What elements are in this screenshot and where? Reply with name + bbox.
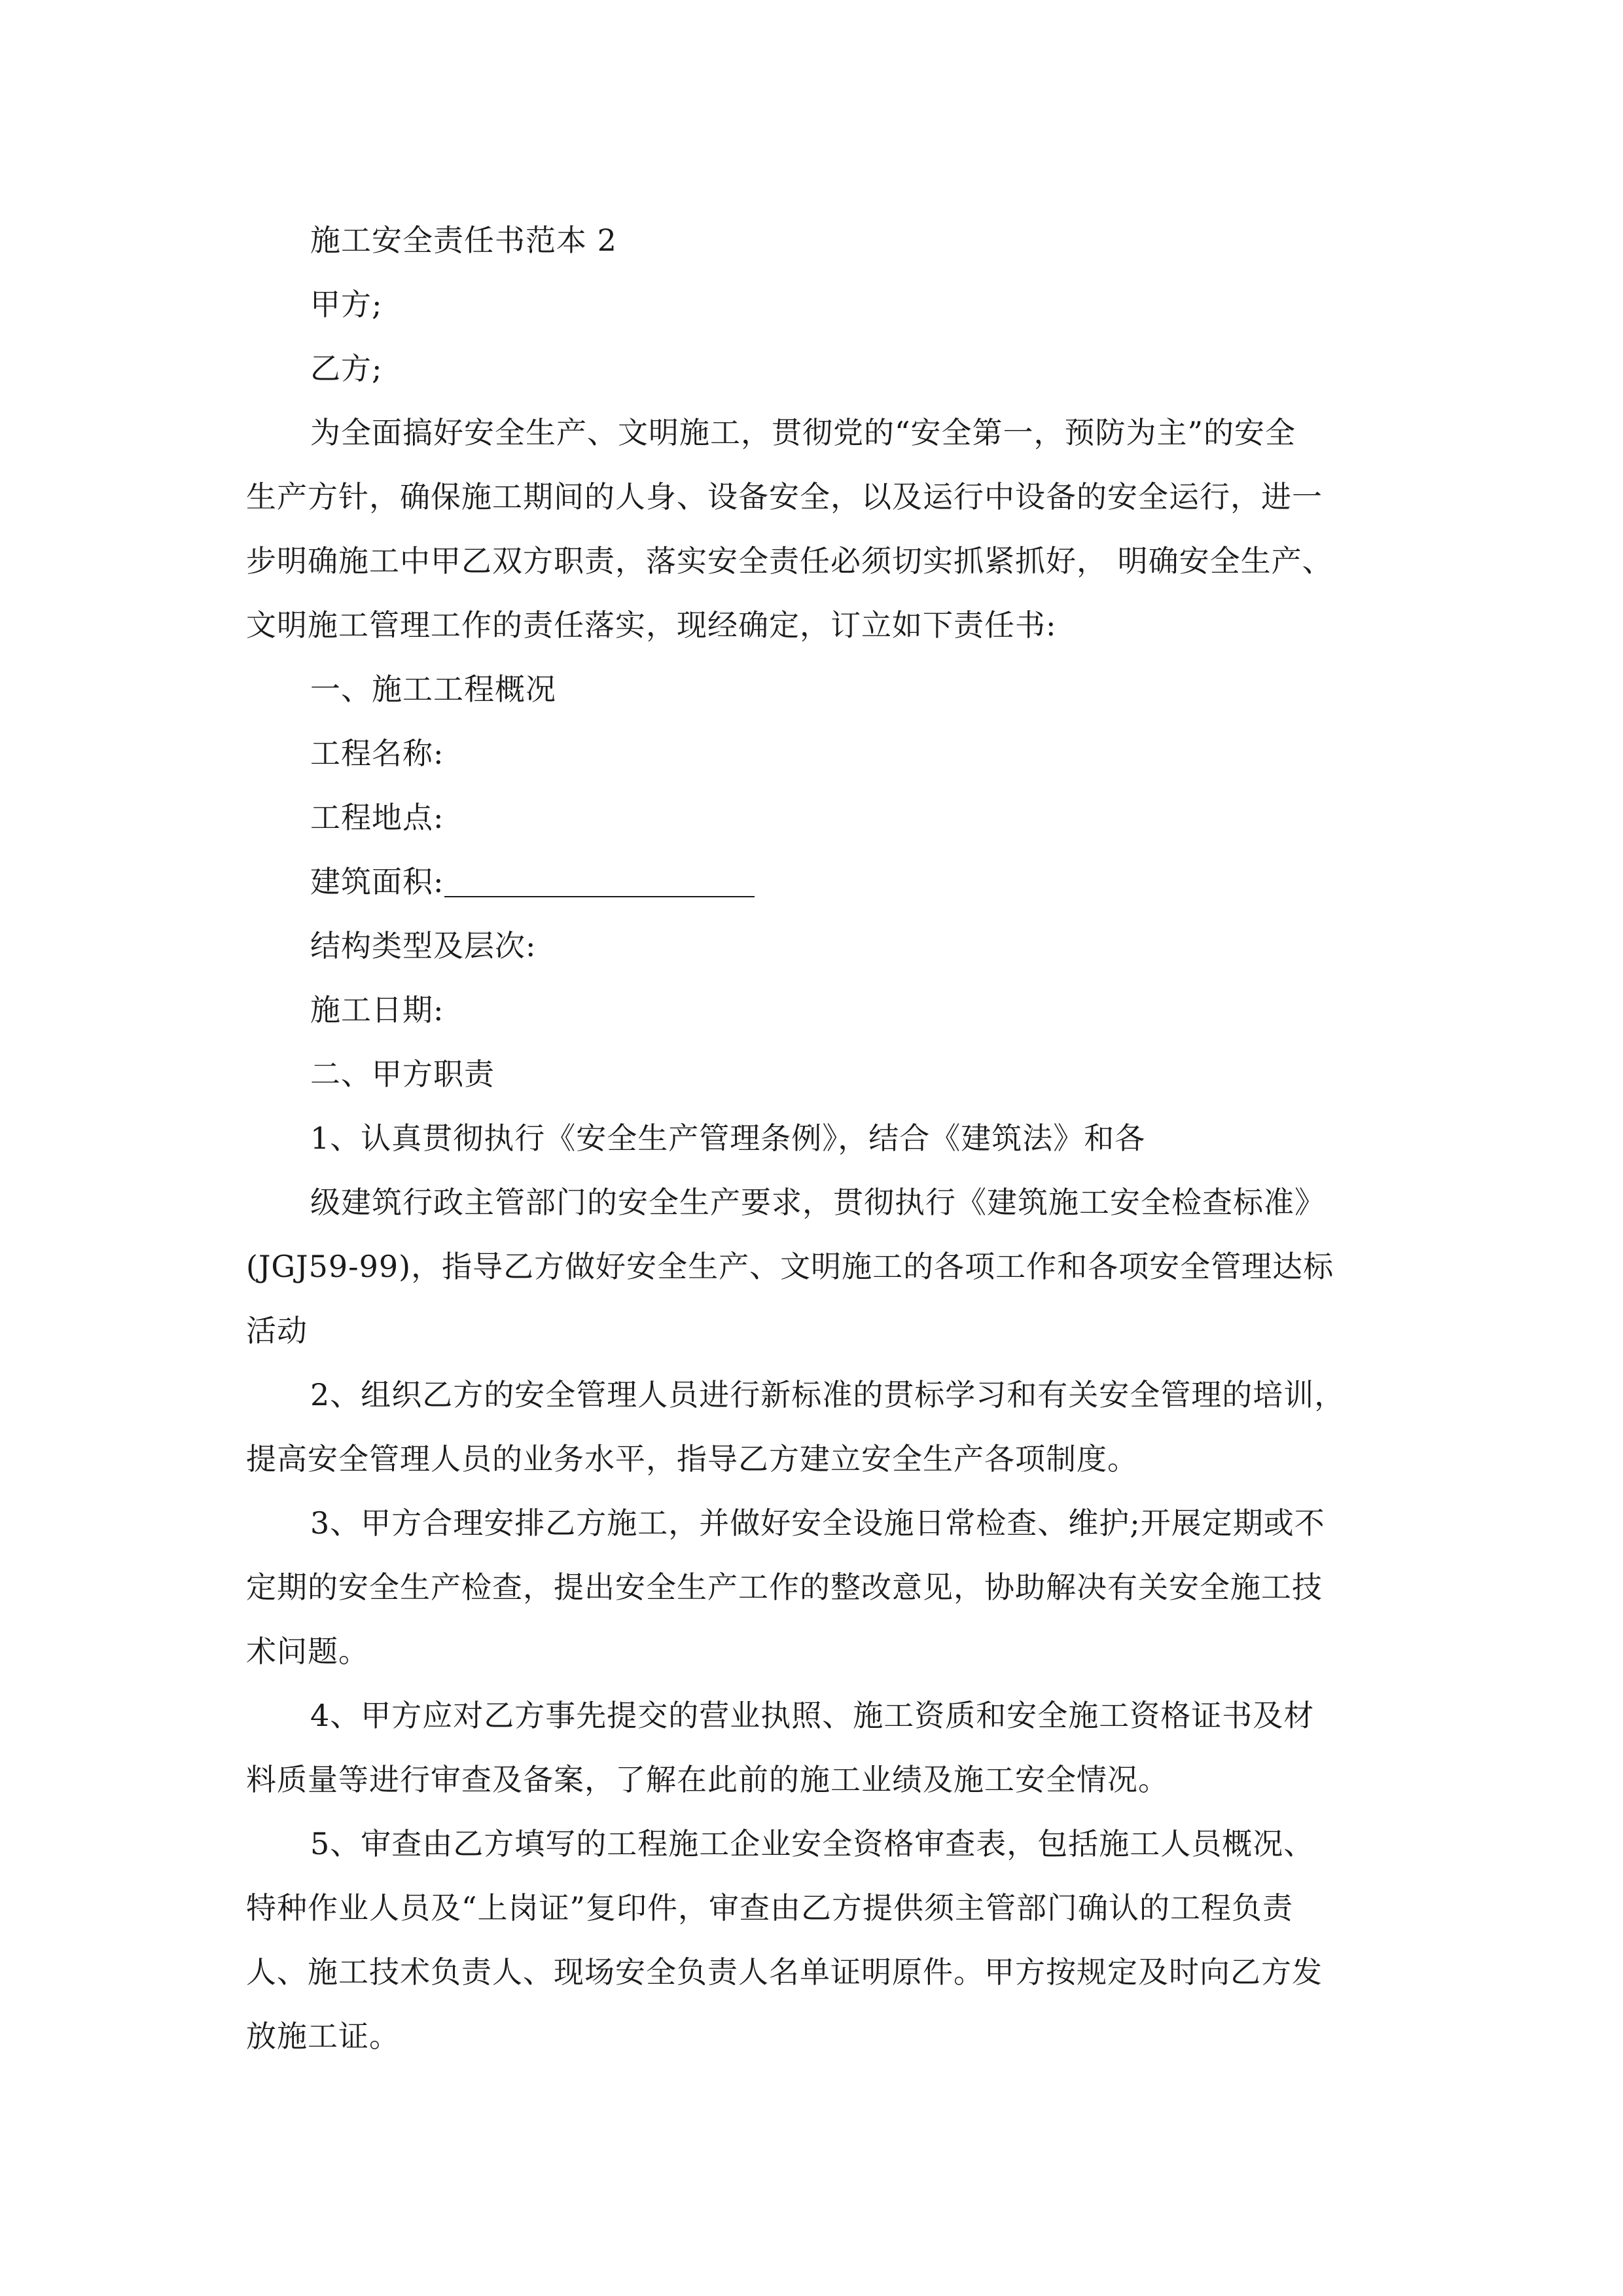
clause-line: 1、认真贯彻执行《安全生产管理条例》，结合《建筑法》和各 — [310, 1121, 1146, 1156]
clause-line: 放施工证。 — [246, 2018, 400, 2054]
section-heading: 二、甲方职责 — [310, 1056, 495, 1092]
construction-date-field: 施工日期: — [310, 992, 444, 1028]
clause-line: 料质量等进行审查及备案，了解在此前的施工业绩及施工安全情况。 — [246, 1762, 1169, 1797]
document-title: 施工安全责任书范本 2 — [310, 223, 617, 258]
clause-line: 2、组织乙方的安全管理人员进行新标准的贯标学习和有关安全管理的培训， — [310, 1377, 1346, 1412]
intro-line: 为全面搞好安全生产、文明施工，贯彻党的“安全第一，预防为主”的安全 — [310, 415, 1296, 450]
intro-line: 文明施工管理工作的责任落实，现经确定，订立如下责任书: — [246, 607, 1057, 643]
structure-type-field: 结构类型及层次: — [310, 928, 537, 963]
clause-line: (JGJ59-99)，指导乙方做好安全生产、文明施工的各项工作和各项安全管理达标 — [246, 1249, 1334, 1284]
clause-line: 3、甲方合理安排乙方施工，并做好安全设施日常检查、维护;开展定期或不 — [310, 1505, 1325, 1541]
intro-line: 生产方针，确保施工期间的人身、设备安全，以及运行中设备的安全运行，进一 — [246, 479, 1323, 514]
clause-line: 5、审查由乙方填写的工程施工企业安全资格审查表，包括施工人员概况、 — [310, 1826, 1315, 1861]
fill-in-blank-line — [444, 862, 755, 897]
clause-line: 4、甲方应对乙方事先提交的营业执照、施工资质和安全施工资格证书及材 — [310, 1698, 1315, 1733]
clause-line: 人、施工技术负责人、现场安全负责人名单证明原件。甲方按规定及时向乙方发 — [246, 1954, 1323, 1990]
clause-line: 级建筑行政主管部门的安全生产要求，贯彻执行《建筑施工安全检查标准》 — [310, 1185, 1325, 1220]
building-area-field — [246, 850, 1398, 914]
clause-line: 定期的安全生产检查，提出安全生产工作的整改意见，协助解决有关安全施工技 — [246, 1570, 1323, 1605]
clause-line: 活动 — [246, 1313, 308, 1348]
project-name-field: 工程名称: — [310, 736, 444, 771]
building-area-label: 建筑面积: — [310, 864, 444, 899]
intro-line: 步明确施工中甲乙双方职责，落实安全责任必须切实抓紧抓好， 明确安全生产、 — [246, 543, 1333, 579]
party-a-label: 甲方; — [310, 287, 383, 322]
project-location-field: 工程地点: — [310, 800, 444, 835]
clause-line: 提高安全管理人员的业务水平，指导乙方建立安全生产各项制度。 — [246, 1441, 1138, 1477]
party-b-label: 乙方; — [310, 351, 383, 386]
clause-line: 特种作业人员及“上岗证”复印件，审查由乙方提供须主管部门确认的工程负责 — [246, 1890, 1294, 1926]
clause-line: 术问题。 — [246, 1634, 369, 1669]
document-page — [246, 208, 1398, 2068]
section-heading: 一、施工工程概况 — [310, 672, 556, 707]
